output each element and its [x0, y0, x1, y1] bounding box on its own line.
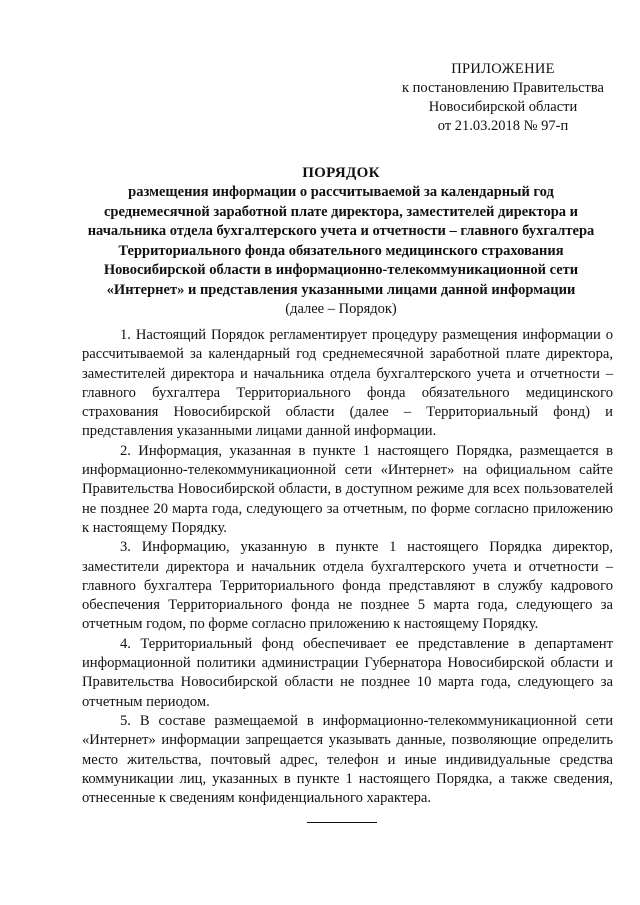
document-subtitle-line: среднемесячной заработной плате директора, заместителей директора и — [103, 203, 579, 220]
paragraph-2: 2. Информация, указанная в пункте 1 настоящего Порядка, размещается в информационно-телекоммуникационной сети «Интернет» на официальном сайте Правительства Новосибирской области, в доступном режиме для всех пользователей не позднее 20 марта года, следующего за отчетным, по форме согласно приложению к настоящему Порядку. — [82, 442, 613, 536]
end-divider — [307, 822, 377, 823]
document-subtitle-line: «Интернет» и представления указанными лицами данной информации — [106, 281, 576, 298]
document-subtitle-line: Новосибирской области в информационно-телекоммуникационной сети — [103, 262, 579, 278]
appendix-line-1: к постановлению Правительства — [402, 80, 604, 96]
document-subtitle-line: Территориального фонда обязательного медицинского страхования — [118, 242, 564, 259]
document-body — [82, 326, 613, 808]
appendix-line-3: от 21.03.2018 № 97-п — [437, 118, 569, 134]
document-subtitle-line: начальника отдела бухгалтерского учета и отчетности – главного бухгалтера — [87, 223, 595, 239]
document-title-block — [60, 164, 622, 319]
appendix-header — [396, 60, 610, 136]
document-abbreviation-note: (далее – Порядок) — [285, 301, 397, 317]
paragraph-4: 4. Территориальный фонд обеспечивает ее представление в департамент информационной политики администрации Губернатора Новосибирской области и Правительства Новосибирской области не позднее 10 марта года, следующего за отчетным периодом. — [82, 635, 613, 710]
paragraph-5: 5. В составе размещаемой в информационно-телекоммуникационной сети «Интернет» информации запрещается указывать данные, позволяющие определить место жительства, почтовый адрес, телефон и иные индивидуальные средства коммуникации лиц, указанных в пункте 1 настоящего Порядка, а также сведения, отнесенные к сведениям конфиденциального характера. — [82, 712, 613, 807]
document-title: ПОРЯДОК — [302, 165, 380, 181]
appendix-title: ПРИЛОЖЕНИЕ — [451, 61, 555, 77]
paragraph-1: 1. Настоящий Порядок регламентирует процедуру размещения информации о рассчитываемой за календарный год среднемесячной заработной плате директора, заместителей директора и начальника отдела бухгалтерского учета и отчетности – главного бухгалтера Территориального фонда обязательного медицинского страхования Новосибирской области (далее – Территориальный фонд) и представления указанными лицами данной информации. — [82, 327, 613, 440]
paragraph-3: 3. Информацию, указанную в пункте 1 настоящего Порядка директор, заместители директора и начальник отдела бухгалтерского учета и отчетности – главного бухгалтера Территориального фонда представляют в службу кадрового обеспечения Территориального фонда не позднее 5 марта года, следующего за отчетным годом, по форме согласно приложению к настоящему Порядку. — [82, 539, 613, 633]
document-subtitle-line: размещения информации о рассчитываемой за календарный год — [128, 184, 554, 200]
appendix-line-2: Новосибирской области — [428, 99, 578, 115]
